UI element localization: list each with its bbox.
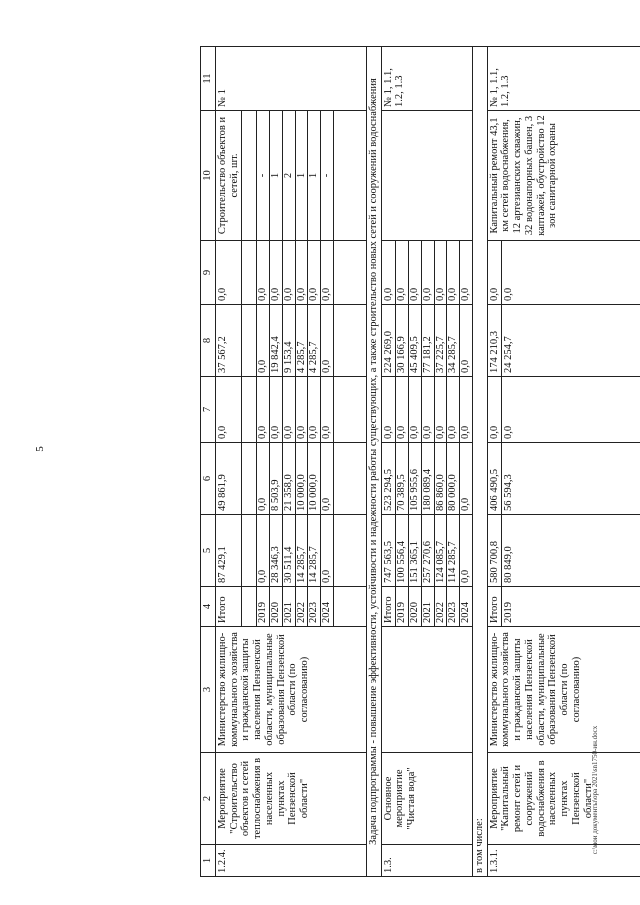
value-cell: 257 270,6 (421, 515, 434, 587)
task-text: Задача подпрограммы - повышение эффективности, устойчивости и надежности работы существующих, а также строительство новых сетей и сооружений водоснабжения (366, 47, 381, 877)
value-cell: 0,0 (308, 241, 321, 305)
value-cell: 0,0 (460, 377, 473, 443)
value-cell: 0,0 (502, 377, 640, 443)
value-cell: 14 285,7 (308, 515, 321, 587)
year-cell: 2020 (270, 587, 283, 627)
value-cell: 80 849,0 (502, 515, 640, 587)
spacer-cell (333, 305, 366, 377)
indicator-ref: № 1, 1.1, 1.2, 1.3 (381, 47, 472, 111)
year-cell: Итого (215, 587, 242, 627)
indicator-ref: № 1 (215, 47, 366, 111)
spacer-cell (333, 587, 366, 627)
value-cell: 174 210,3 (487, 305, 502, 377)
value-cell: 19 842,4 (270, 305, 283, 377)
value-cell: 10 000,0 (295, 443, 308, 515)
value-cell: 0,0 (381, 241, 396, 305)
value-cell: 4 285,7 (308, 305, 321, 377)
year-cell: 2021 (421, 587, 434, 627)
value-cell: 0,0 (434, 377, 447, 443)
value-cell: 523 294,5 (381, 443, 396, 515)
row-number: 1.2.4. (215, 845, 366, 877)
value-cell: 0,0 (257, 377, 270, 443)
value-cell: 0,0 (447, 241, 460, 305)
value-cell: 0,0 (460, 443, 473, 515)
col-num-3: 3 (201, 627, 216, 753)
value-cell: 151 365,1 (409, 515, 422, 587)
value-cell: 28 346,3 (270, 515, 283, 587)
value-cell: 37 567,2 (215, 305, 242, 377)
value-cell: 0,0 (257, 443, 270, 515)
table-row (381, 47, 396, 877)
value-cell: 0,0 (381, 377, 396, 443)
rotated-table-page (200, 47, 594, 877)
year-cell: 2024 (321, 587, 334, 627)
value-cell: 0,0 (502, 241, 640, 305)
col-num-9: 9 (201, 241, 216, 305)
value-cell: 56 594,3 (502, 443, 640, 515)
executor-empty (381, 627, 472, 753)
value-cell: 105 955,6 (409, 443, 422, 515)
result-count: - (257, 111, 270, 241)
row-number: 1.3.1. (487, 845, 640, 877)
result-empty (381, 111, 472, 241)
page-number: 5 (34, 446, 46, 452)
subheading-row (472, 47, 487, 877)
year-cell: 2022 (434, 587, 447, 627)
spacer-cell (333, 241, 366, 305)
result-header: Строительство объектов и сетей, шт. (215, 111, 242, 241)
measure-name: Мероприятие "Строительство объектов и сетей теплоснабжения в населенных пунктах Пензенской области" (215, 753, 366, 845)
value-cell: 30 166,9 (396, 305, 409, 377)
value-cell: 124 085,7 (434, 515, 447, 587)
value-cell: 747 563,5 (381, 515, 396, 587)
value-cell: 87 429,1 (215, 515, 242, 587)
year-cell: 2019 (396, 587, 409, 627)
value-cell: 0,0 (396, 377, 409, 443)
value-cell: 8 503,9 (270, 443, 283, 515)
spacer-cell (333, 443, 366, 515)
value-cell: 0,0 (282, 241, 295, 305)
value-cell: 9 153,4 (282, 305, 295, 377)
value-cell: 0,0 (321, 241, 334, 305)
value-cell: 180 089,4 (421, 443, 434, 515)
value-cell: 0,0 (282, 377, 295, 443)
value-cell: 224 269,0 (381, 305, 396, 377)
indicator-ref: № 1, 1.1, 1.2, 1.3 (487, 47, 640, 111)
value-cell: 100 556,4 (396, 515, 409, 587)
year-cell: 2023 (447, 587, 460, 627)
col-num-8: 8 (201, 305, 216, 377)
value-cell: 0,0 (295, 377, 308, 443)
value-cell: 0,0 (257, 515, 270, 587)
year-cell: Итого (381, 587, 396, 627)
value-cell: 0,0 (487, 241, 502, 305)
year-cell: 2020 (409, 587, 422, 627)
value-cell: 0,0 (421, 377, 434, 443)
value-cell: 0,0 (257, 305, 270, 377)
value-cell: 406 490,5 (487, 443, 502, 515)
result-count: 2 (282, 111, 295, 241)
value-cell: 0,0 (396, 241, 409, 305)
value-cell: 0,0 (460, 515, 473, 587)
col-num-7: 7 (201, 377, 216, 443)
value-cell: 0,0 (421, 241, 434, 305)
executor: Министерство жилищно-коммунального хозяйства и гражданской защиты населения Пензенской области, муниципальные образования Пензенской области (по согласованию) (487, 627, 640, 753)
value-cell: 0,0 (257, 241, 270, 305)
value-cell: 0,0 (321, 377, 334, 443)
value-cell: 0,0 (215, 377, 242, 443)
value-cell: 30 511,4 (282, 515, 295, 587)
spacer-cell (333, 515, 366, 587)
measure-name: Основное мероприятие "Чистая вода" (381, 753, 472, 845)
col-num-2: 2 (201, 753, 216, 845)
value-cell: 0,0 (447, 377, 460, 443)
program-table (200, 46, 640, 877)
value-cell: 0,0 (409, 241, 422, 305)
year-cell: 2023 (308, 587, 321, 627)
spacer-cell (242, 241, 257, 305)
result-count: 1 (308, 111, 321, 241)
year-cell: 2022 (295, 587, 308, 627)
spacer-cell (333, 111, 366, 241)
result-description: Капитальный ремонт 43,1 км сетей водоснабжения, 12 артезианских скважин, 32 водонапорных башен, 3 каптажей, обустройство 12 зон санитарной охраны (487, 111, 640, 241)
value-cell: 80 000,0 (447, 443, 460, 515)
column-number-row (201, 47, 216, 877)
row-number: 1.3. (381, 845, 472, 877)
col-num-10: 10 (201, 111, 216, 241)
executor: Министерство жилищно-коммунального хозяйства и гражданской защиты населения Пензенской области, муниципальные образования Пензенской области (по согласованию) (215, 627, 366, 753)
value-cell: 0,0 (321, 305, 334, 377)
value-cell: 0,0 (308, 377, 321, 443)
result-count: - (321, 111, 334, 241)
file-path-footer: c:\мои документы\ора 2021\sn1750-ин.docx (591, 725, 599, 855)
spacer-cell (242, 377, 257, 443)
spacer-cell (242, 111, 257, 241)
value-cell: 0,0 (270, 377, 283, 443)
value-cell: 70 389,5 (396, 443, 409, 515)
value-cell: 0,0 (270, 241, 283, 305)
col-num-4: 4 (201, 587, 216, 627)
value-cell: 580 700,8 (487, 515, 502, 587)
col-num-6: 6 (201, 443, 216, 515)
table-row (487, 47, 502, 877)
value-cell: 24 254,7 (502, 305, 640, 377)
value-cell: 10 000,0 (308, 443, 321, 515)
value-cell: 0,0 (321, 515, 334, 587)
value-cell: 0,0 (295, 241, 308, 305)
in-that-number-label: в том числе: (472, 47, 487, 877)
value-cell: 45 409,5 (409, 305, 422, 377)
col-num-5: 5 (201, 515, 216, 587)
spacer-cell (242, 443, 257, 515)
value-cell: 34 285,7 (447, 305, 460, 377)
year-cell: 2019 (502, 587, 640, 627)
col-num-11: 11 (201, 47, 216, 111)
year-cell: 2019 (257, 587, 270, 627)
value-cell: 0,0 (460, 241, 473, 305)
value-cell: 49 861,9 (215, 443, 242, 515)
year-cell: 2024 (460, 587, 473, 627)
value-cell: 114 285,7 (447, 515, 460, 587)
spacer-cell (333, 377, 366, 443)
value-cell: 0,0 (409, 377, 422, 443)
value-cell: 14 285,7 (295, 515, 308, 587)
task-row (366, 47, 381, 877)
value-cell: 21 358,0 (282, 443, 295, 515)
year-cell: Итого (487, 587, 502, 627)
result-count: 1 (295, 111, 308, 241)
spacer-cell (242, 515, 257, 587)
year-cell: 2021 (282, 587, 295, 627)
value-cell: 0,0 (487, 377, 502, 443)
col-num-1: 1 (201, 845, 216, 877)
spacer-cell (242, 305, 257, 377)
value-cell: 0,0 (460, 305, 473, 377)
measure-name: Мероприятие "Капитальный ремонт сетей и сооружений водоснабжения в населенных пунктах Пензенской области" (487, 753, 640, 845)
spacer-cell (242, 587, 257, 627)
value-cell: 0,0 (321, 443, 334, 515)
value-cell: 37 225,7 (434, 305, 447, 377)
result-count: 1 (270, 111, 283, 241)
value-cell: 86 860,0 (434, 443, 447, 515)
value-cell: 4 285,7 (295, 305, 308, 377)
table-row (215, 47, 242, 877)
value-cell: 0,0 (434, 241, 447, 305)
value-cell: 77 181,2 (421, 305, 434, 377)
value-cell: 0,0 (215, 241, 242, 305)
